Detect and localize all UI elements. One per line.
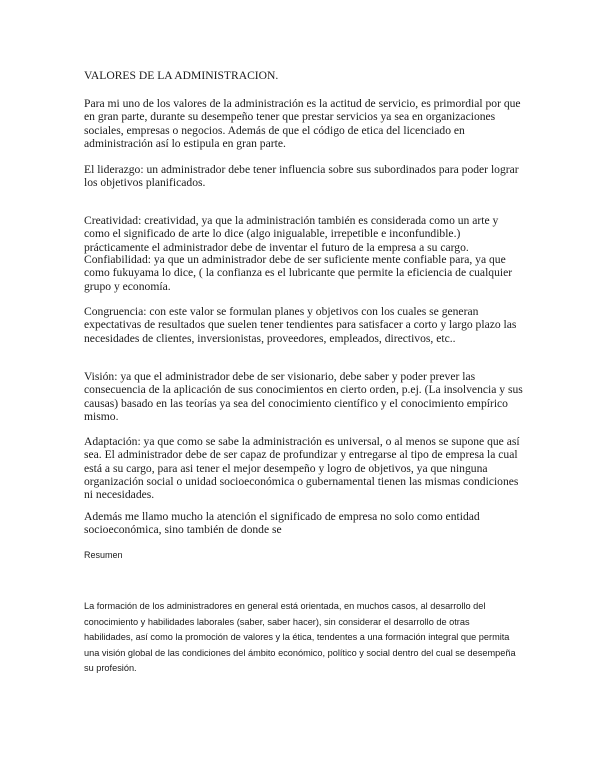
paragraph-confiabilidad: Confiabilidad: ya que un administrador debe de ser suficiente mente confiable para, ya que como fukuyama lo dice, ( la confianza es el lubricante que permite la eficiencia de cualquier grupo y economía. xyxy=(84,253,513,293)
paragraph-vision: Visión: ya que el administrador debe de ser visionario, debe saber y poder prever las consecuencia de la aplicación de sus conocimientos en cierto orden, p.ej. (La insolvencia y sus causas) basado en las teorías ya sea del conocimiento científico y el conocimiento empírico mismo. xyxy=(84,370,523,423)
resumen-heading: Resumen xyxy=(84,550,123,560)
document-title: VALORES DE LA ADMINISTRACION. xyxy=(84,69,279,82)
paragraph-liderazgo: El liderazgo: un administrador debe tener influencia sobre sus subordinados para poder lograr los objetivos planificados. xyxy=(84,163,519,190)
paragraph-congruencia: Congruencia: con este valor se formulan planes y objetivos con los cuales se generan expectativas de resultados que suelen tener tendientes para satisfacer a corto y largo plazo las necesidades de clientes, inversionistas, proveedores, empleados, directivos, etc.. xyxy=(84,305,517,345)
paragraph-creatividad: Creatividad: creatividad, ya que la administración también es considerada como un arte y como el significado de arte lo dice (algo inigualable, irrepetible e inconfundible.) prácticamente el administrador debe de inventar el futuro de la empresa a su cargo. xyxy=(84,214,499,254)
paragraph-empresa: Además me llamo mucho la atención el significado de empresa no solo como entidad socioeconómica, sino también de donde se xyxy=(84,510,480,537)
paragraph-adaptacion: Adaptación: ya que como se sabe la administración es universal, o al menos se supone que así sea. El administrador debe de ser capaz de profundizar y entregarse al tipo de empresa la cual está a su cargo, para asi tener el mejor desempeño y logro de objetivos, ya que ninguna organización social o unidad socioeconómica o gubernamental tienen las mismas condiciones ni necesidades. xyxy=(84,435,520,502)
summary-paragraph: La formación de los administradores en general está orientada, en muchos casos, al desarrollo del conocimiento y habilidades laborales (saber, saber hacer), sin considerar el desarrollo de otras habilidades, así como la promoción de valores y la ética, tendentes a una formación integral que permita una visión global de las condiciones del ámbito económico, político y social dentro del cual se desempeña su profesión. xyxy=(84,601,516,674)
paragraph-servicio: Para mi uno de los valores de la administración es la actitud de servicio, es primordial por que en gran parte, durante su desempeño tener que prestar servicios ya sea en organizaciones sociales, empresas o negocios. Además de que el código de etica del licenciado en administración así lo estipula en gran parte. xyxy=(84,97,521,150)
